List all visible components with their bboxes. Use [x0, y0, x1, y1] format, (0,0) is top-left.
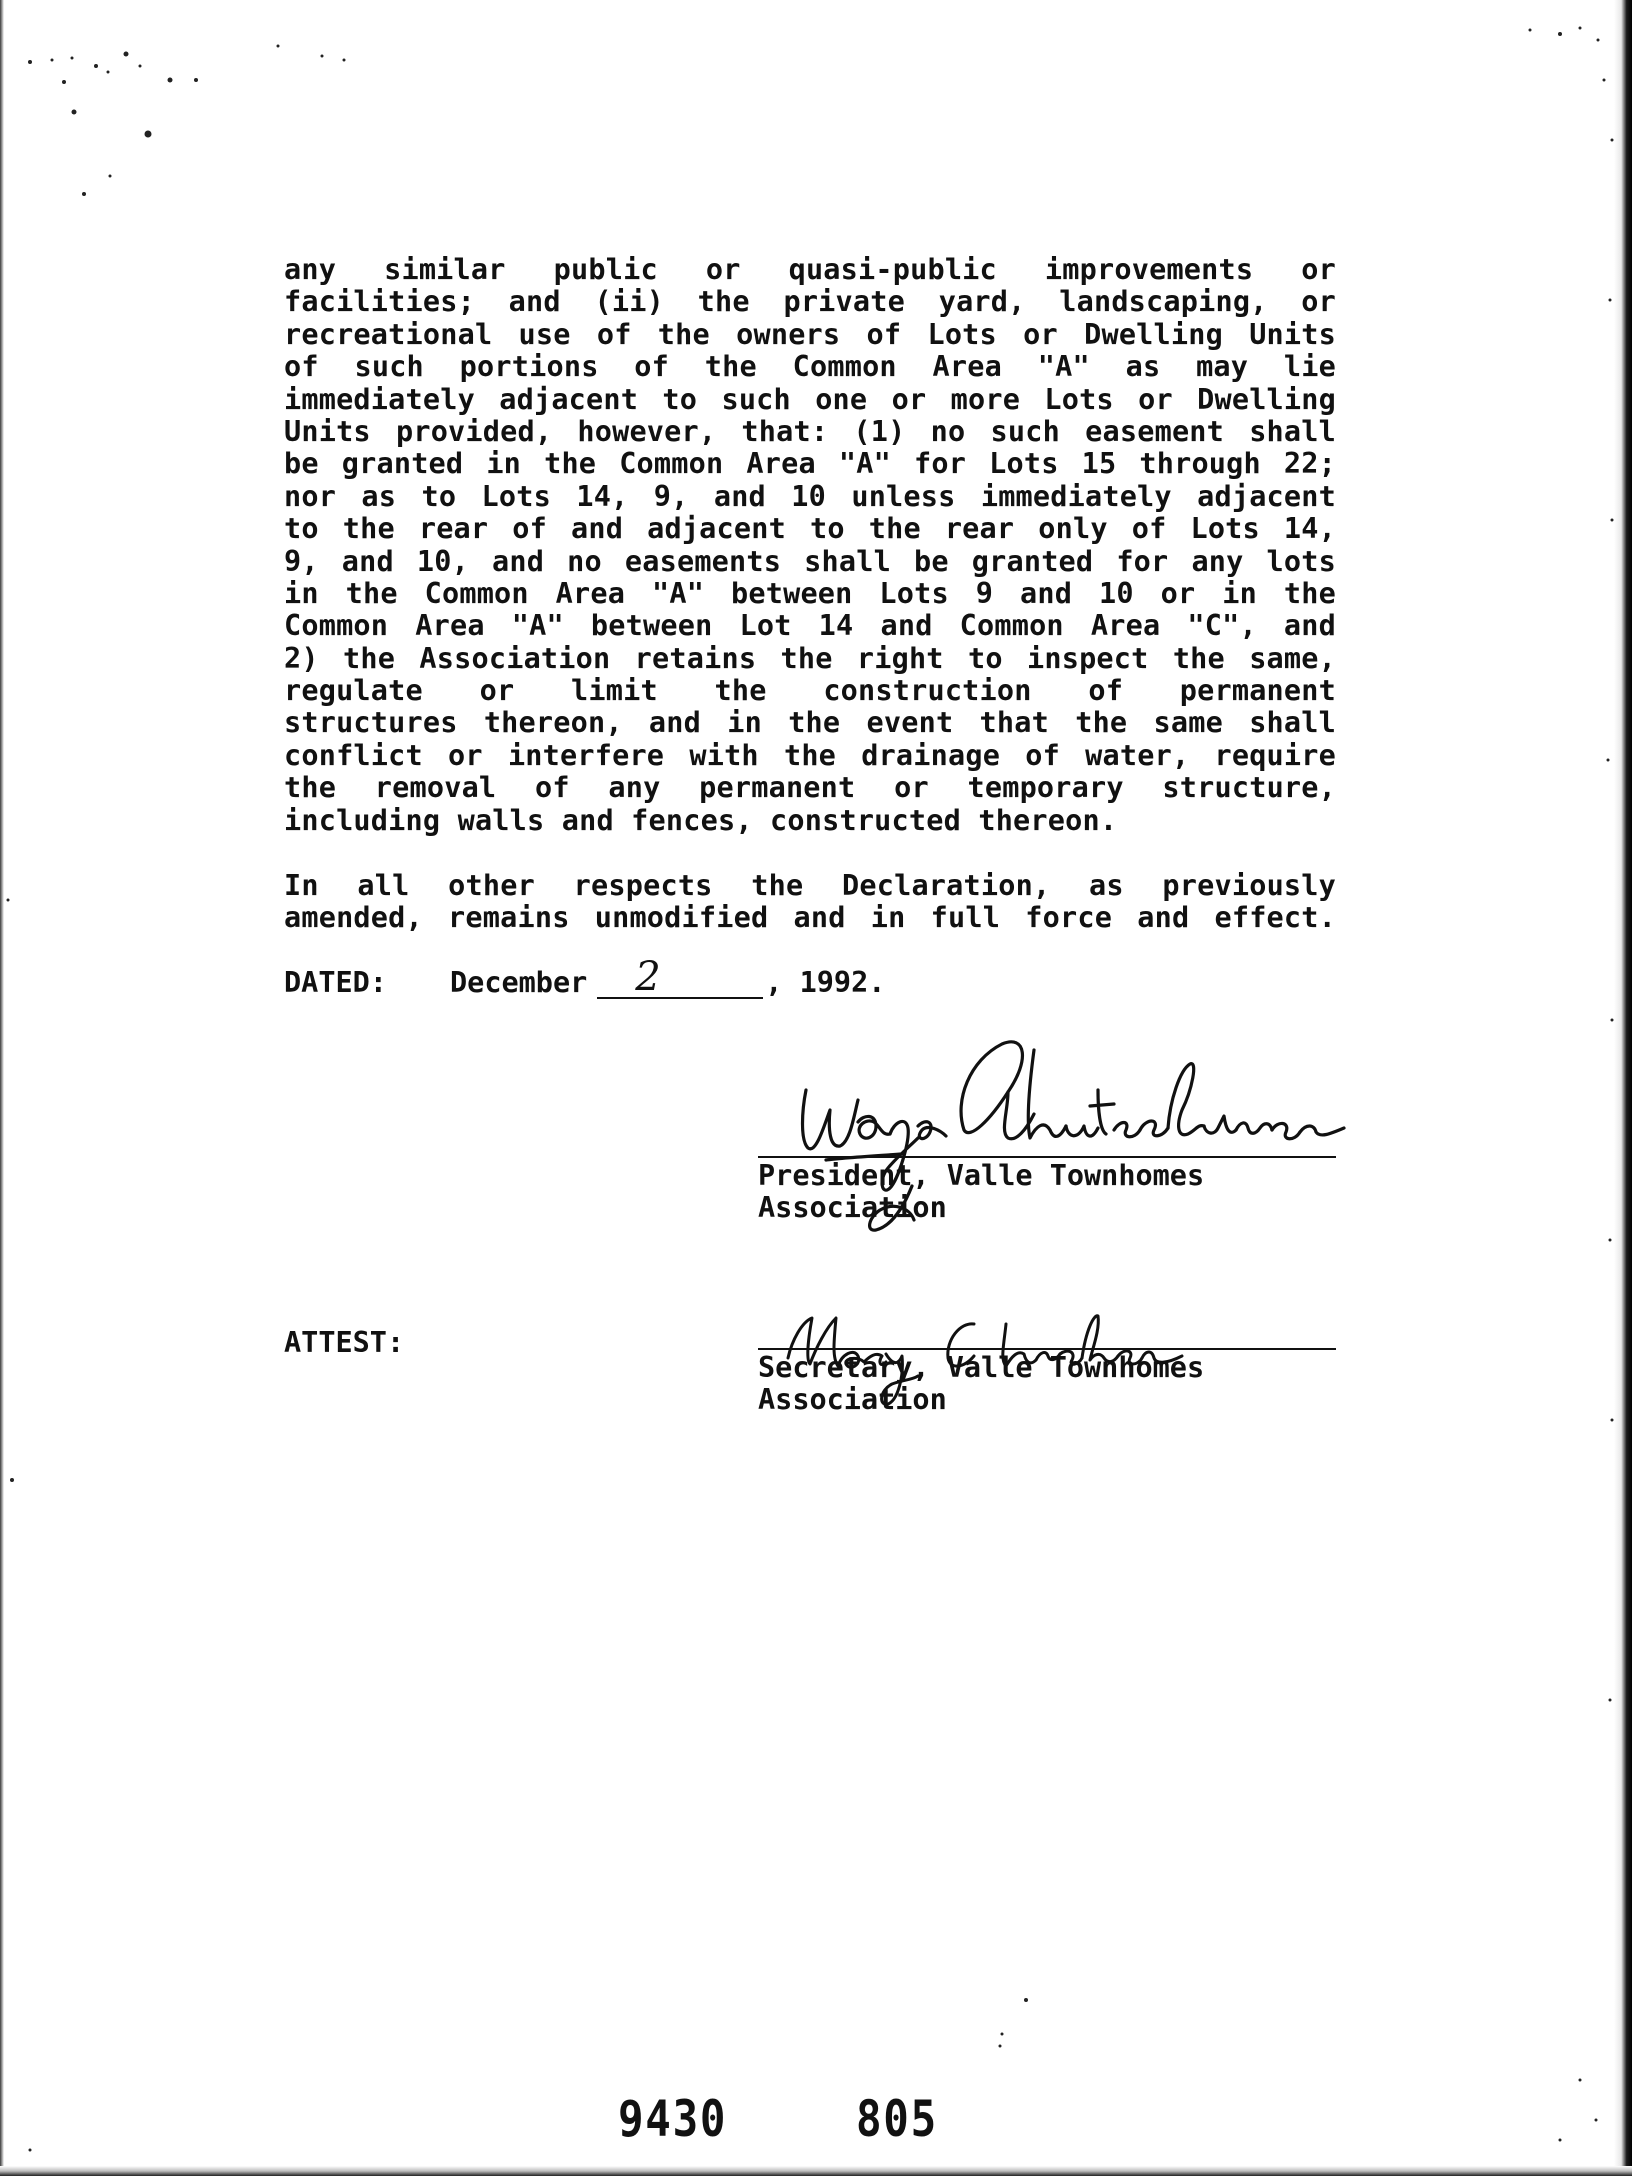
text-line: be granted in the Common Area "A" for Lots 15 through 22;: [284, 447, 1336, 481]
text-line: conflict or interfere with the drainage of water, require: [284, 738, 1336, 772]
handwritten-day: 2: [635, 954, 661, 1000]
dated-month: December: [450, 966, 588, 999]
president-signature-block: [758, 1030, 1338, 1230]
secretary-title: Secretary, Valle Townhomes: [758, 1351, 1205, 1384]
dated-year: , 1992.: [765, 966, 886, 999]
body-paragraph-1: [284, 254, 1336, 837]
text-line: 2) the Association retains the right to inspect the same,: [284, 641, 1336, 675]
text-line: recreational use of the owners of Lots or Dwelling Units: [284, 317, 1336, 351]
text-line: nor as to Lots 14, 9, and 10 unless immediately adjacent: [284, 479, 1336, 513]
text-line: regulate or limit the construction of permanent: [284, 674, 1336, 708]
text-line: of such portions of the Common Area "A" as may lie: [284, 350, 1336, 384]
text-line: any similar public or quasi-public improvements or: [284, 253, 1336, 286]
dated-label: DATED:: [284, 966, 387, 999]
text-line: in the Common Area "A" between Lots 9 and 10 or in the: [284, 576, 1336, 610]
text-line: Units provided, however, that: (1) no such easement shall: [284, 414, 1336, 448]
text-line: to the rear of and adjacent to the rear only of Lots 14,: [284, 512, 1336, 546]
dated-line: [284, 954, 886, 1000]
text-line: the removal of any permanent or temporary structure,: [284, 771, 1336, 805]
text-line: including walls and fences, constructed thereon.: [284, 803, 1118, 837]
scan-edge-bottom: [0, 2166, 1632, 2176]
page-number: 805: [856, 2090, 938, 2148]
text-line: In all other respects the Declaration, as previously: [284, 869, 1336, 902]
text-line: amended, remains unmodified and in full force and effect.: [284, 901, 1336, 935]
secretary-association: Association: [758, 1383, 947, 1416]
attest-label: ATTEST:: [284, 1326, 405, 1359]
text-line: structures thereon, and in the event that the same shall: [284, 706, 1336, 740]
body-paragraph-2: [284, 870, 1336, 935]
text-line: 9, and 10, and no easements shall be granted for any lots: [284, 544, 1336, 578]
president-signature-line: [758, 1156, 1336, 1158]
text-line: Common Area "A" between Lot 14 and Common Area "C", and: [284, 609, 1336, 643]
text-line: immediately adjacent to such one or more Lots or Dwelling: [284, 382, 1336, 416]
date-blank-line: [597, 954, 763, 1000]
text-line: facilities; and (ii) the private yard, landscaping, or: [284, 285, 1336, 319]
president-association: Association: [758, 1191, 947, 1224]
book-number: 9430: [618, 2090, 728, 2148]
secretary-signature-block: [758, 1300, 1338, 1430]
president-title: President, Valle Townhomes: [758, 1159, 1205, 1192]
secretary-signature-line: [758, 1348, 1336, 1350]
scan-edge-left: [0, 0, 4, 2176]
scan-edge-right: [1614, 0, 1632, 2176]
